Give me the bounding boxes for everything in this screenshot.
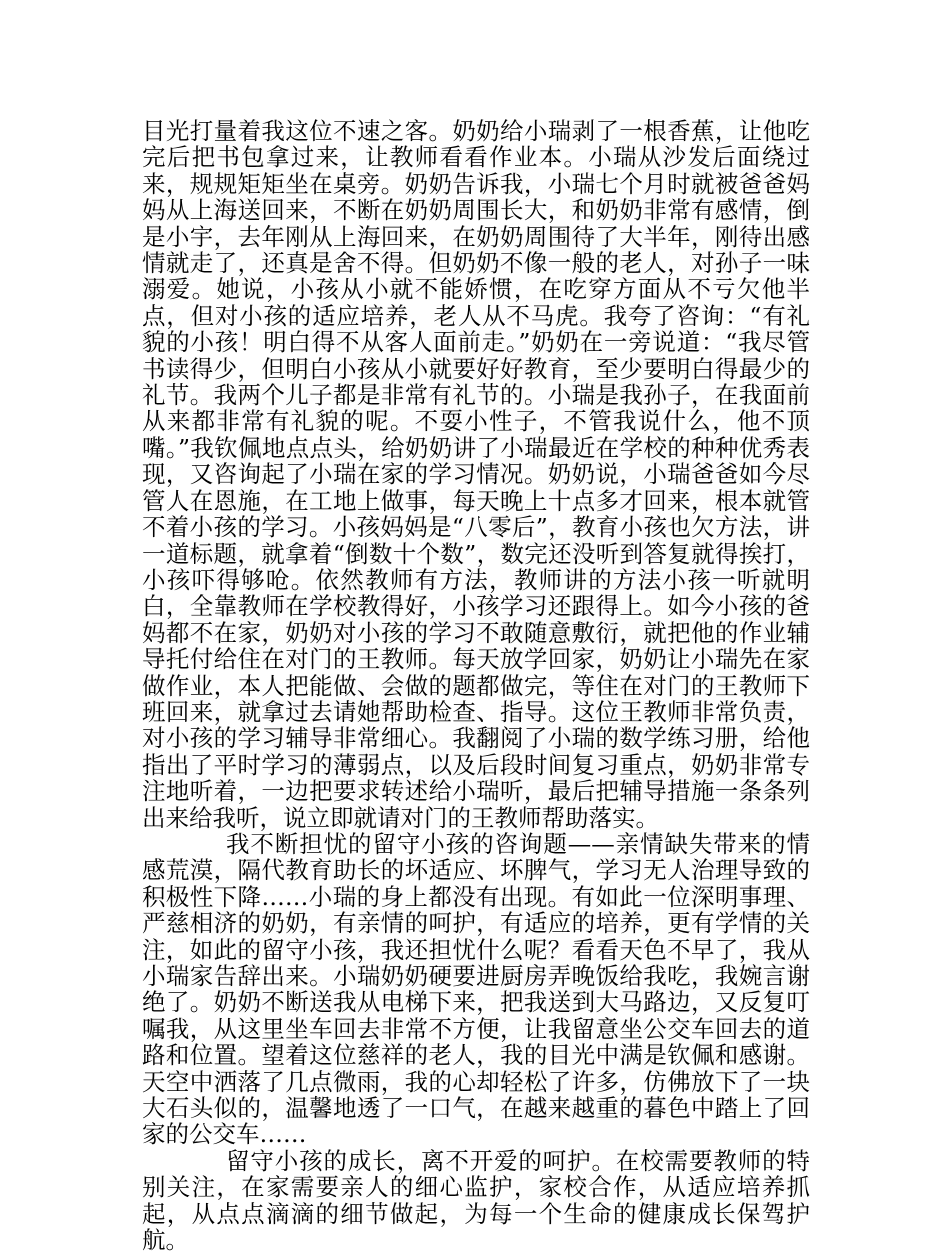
paragraph-1: 目光打量着我这位不速之客。奶奶给小瑞剥了一根香蕉，让他吃完后把书包拿过来，让教师看看作业本。小瑞从沙发后面绕过来，规规矩矩坐在桌旁。奶奶告诉我，小瑞七个月时就被爸爸妈妈从上海送回来，不断在奶奶周围长大，和奶奶非常有感情，倒是小宇，去年刚从上海回来，在奶奶周围待了大半年，刚待出感情就走了，还真是舍不得。但奶奶不像一般的老人，对孙子一味溺爱。她说，小孩从小就不能娇惯，在吃穿方面从不亏欠他半点，但对小孩的适应培养，老人从不马虎。我夸了咨询：“有礼貌的小孩！明白得不从客人面前走。”奶奶在一旁说道：“我尽管书读得少，但明白小孩从小就要好好教育，至少要明白得最少的礼节。我两个儿子都是非常有礼节的。小瑞是我孙子，在我面前从来都非常有礼貌的呢。不耍小性子，不管我说什么，他不顶嘴。”我钦佩地点点头，给奶奶讲了小瑞最近在学校的种种优秀表现，又咨询起了小瑞在家的学习情况。奶奶说，小瑞爸爸如今尽管人在恩施，在工地上做事，每天晚上十点多才回来，根本就管不着小孩的学习。小孩妈妈是“八零后”，教育小孩也欠方法，讲一道标题，就拿着“倒数十个数”，数完还没听到答复就得挨打，小孩吓得够呛。依然教师有方法，教师讲的方法小孩一听就明白，全靠教师在学校教得好，小孩学习还跟得上。如今小孩的爸妈都不在家，奶奶对小孩的学习不敢随意敷衍，就把他的作业辅导托付给住在对门的王教师。每天放学回家，奶奶让小瑞先在家做作业，本人把能做、会做的题都做完，等住在对门的王教师下班回来，就拿过去请她帮助检查、指导。这位王教师非常负责，对小孩的学习辅导非常细心。我翻阅了小瑞的数学练习册，给他指出了平时学习的薄弱点，以及后段时间复习重点，奶奶非常专注地听着，一边把要求转述给小瑞听，最后把辅导措施一条条列出来给我听，说立即就请对门的王教师帮助落实。: [142, 117, 810, 832]
paragraph-3: 留守小孩的成长，离不开爱的呵护。在校需要教师的特别关注，在家需要亲人的细心监护，家校合作，从适应培养抓起，从点点滴滴的细节做起，为每一个生命的健康成长保驾护航。: [142, 1146, 810, 1254]
paragraph-2: 我不断担忧的留守小孩的咨询题——亲情缺失带来的情感荒漠，隔代教育助长的坏适应、坏脾气，学习无人治理导致的积极性下降……小瑞的身上都没有出现。有如此一位深明事理、严慈相济的奶奶，有亲情的呵护，有适应的培养，更有学情的关注，如此的留守小孩，我还担忧什么呢？看看天色不早了，我从小瑞家告辞出来。小瑞奶奶硬要进厨房弄晚饭给我吃，我婉言谢绝了。奶奶不断送我从电梯下来，把我送到大马路边，又反复叮嘱我，从这里坐车回去非常不方便，让我留意坐公交车回去的道路和位置。望着这位慈祥的老人，我的目光中满是钦佩和感谢。天空中洒落了几点微雨，我的心却轻松了许多，仿佛放下了一块大石头似的，温馨地透了一口气，在越来越重的暮色中踏上了回家的公交车……: [142, 829, 810, 1149]
document-body: [142, 118, 810, 1253]
